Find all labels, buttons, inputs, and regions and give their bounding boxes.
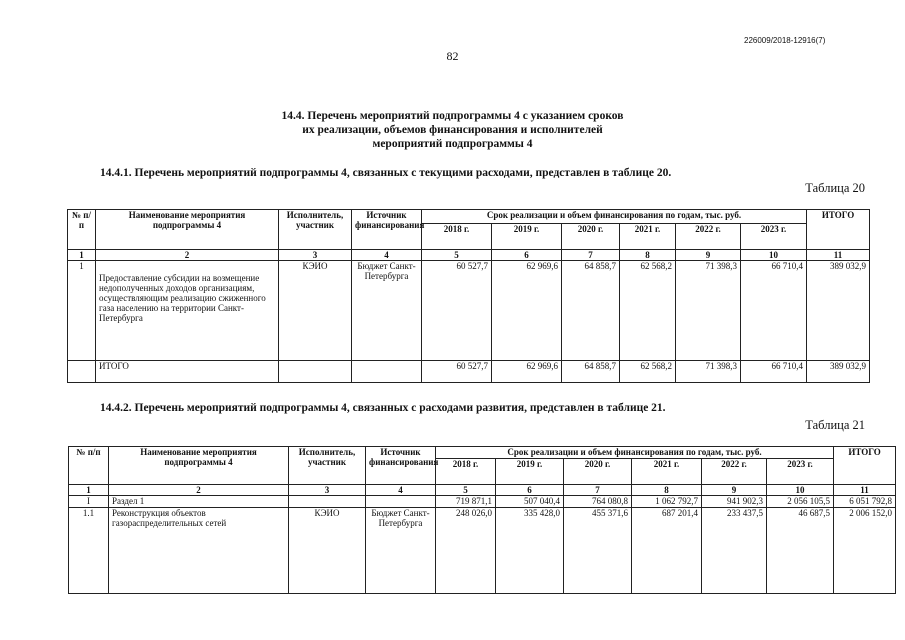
table-20 — [67, 209, 870, 383]
column-number: 2 — [109, 485, 289, 496]
column-number: 8 — [632, 485, 702, 496]
column-number: 5 — [436, 485, 496, 496]
total-row — [68, 361, 870, 383]
header-executor: Исполнитель, участник — [279, 210, 352, 250]
row-value: 941 902,3 — [702, 496, 767, 508]
column-number: 3 — [279, 250, 352, 261]
header-period: Срок реализации и объем финансирования по годам, тыс. руб. — [436, 447, 834, 459]
row-name: Реконструкция объектов газораспределительных сетей — [109, 508, 289, 594]
column-number: 1 — [69, 485, 109, 496]
row-value: 455 371,6 — [564, 508, 632, 594]
row-name: Предоставление субсидии на возмещение недополученных доходов организациям, осуществляющим реализацию сжиженного газа населению на территории Санкт-Петербурга — [96, 261, 279, 361]
total-grand: 389 032,9 — [807, 361, 870, 383]
row-executor: КЭИО — [279, 261, 352, 361]
row-value: 66 710,4 — [741, 261, 807, 361]
column-number: 8 — [620, 250, 676, 261]
header-executor: Исполнитель, участник — [289, 447, 366, 485]
header-year: 2019 г. — [492, 224, 562, 250]
table-row — [69, 496, 896, 508]
header-name: Наименование мероприятия подпрограммы 4 — [109, 447, 289, 485]
row-executor: КЭИО — [289, 508, 366, 594]
row-value: 71 398,3 — [676, 261, 741, 361]
row-value: 60 527,7 — [422, 261, 492, 361]
row-value: 248 026,0 — [436, 508, 496, 594]
column-number: 6 — [496, 485, 564, 496]
column-number: 10 — [741, 250, 807, 261]
column-number: 5 — [422, 250, 492, 261]
total-value: 60 527,7 — [422, 361, 492, 383]
row-total: 389 032,9 — [807, 261, 870, 361]
header-year: 2022 г. — [702, 459, 767, 485]
column-number: 10 — [767, 485, 834, 496]
header-total: ИТОГО — [834, 447, 896, 485]
subsection-2-title: 14.4.2. Перечень мероприятий подпрограммы 4, связанных с расходами развития, представлен в таблице 21. — [100, 402, 666, 414]
row-value: 687 201,4 — [632, 508, 702, 594]
column-number: 4 — [352, 250, 422, 261]
column-number: 1 — [68, 250, 96, 261]
column-number: 11 — [807, 250, 870, 261]
row-source: Бюджет Санкт-Петербурга — [352, 261, 422, 361]
total-value: 62 568,2 — [620, 361, 676, 383]
column-number: 4 — [366, 485, 436, 496]
table-20-label: Таблица 20 — [805, 181, 865, 195]
header-year: 2020 г. — [564, 459, 632, 485]
header-total: ИТОГО — [807, 210, 870, 250]
row-value: 1 062 792,7 — [632, 496, 702, 508]
row-total: 2 006 152,0 — [834, 508, 896, 594]
row-value: 46 687,5 — [767, 508, 834, 594]
document-number: 226009/2018-12916(7) — [744, 36, 826, 45]
column-number: 2 — [96, 250, 279, 261]
header-year: 2023 г. — [767, 459, 834, 485]
table-row — [68, 261, 870, 361]
row-value: 335 428,0 — [496, 508, 564, 594]
column-number: 7 — [564, 485, 632, 496]
header-source: Источник финансирования — [366, 447, 436, 485]
row-num: 1 — [68, 261, 96, 361]
column-number: 11 — [834, 485, 896, 496]
column-number: 7 — [562, 250, 620, 261]
total-row-label: ИТОГО — [96, 361, 279, 383]
subsection-1-title: 14.4.1. Перечень мероприятий подпрограммы 4, связанных с текущими расходами, представлен в таблице 20. — [100, 167, 672, 179]
total-value: 66 710,4 — [741, 361, 807, 383]
header-year: 2023 г. — [741, 224, 807, 250]
header-year: 2019 г. — [496, 459, 564, 485]
row-total: 6 051 792,8 — [834, 496, 896, 508]
row-num: I — [69, 496, 109, 508]
table-21-label: Таблица 21 — [805, 418, 865, 432]
header-year: 2020 г. — [562, 224, 620, 250]
row-value: 764 080,8 — [564, 496, 632, 508]
row-value: 233 437,5 — [702, 508, 767, 594]
header-num: № п/п — [69, 447, 109, 485]
row-value: 719 871,1 — [436, 496, 496, 508]
column-number: 3 — [289, 485, 366, 496]
column-number: 9 — [676, 250, 741, 261]
total-value: 71 398,3 — [676, 361, 741, 383]
column-number: 9 — [702, 485, 767, 496]
heading-line-1: 14.4. Перечень мероприятий подпрограммы 4 с указанием сроков — [281, 110, 624, 122]
header-year: 2018 г. — [422, 224, 492, 250]
header-year: 2021 г. — [620, 224, 676, 250]
row-name: Раздел 1 — [109, 496, 289, 508]
header-num: № п/п — [68, 210, 96, 250]
row-value: 64 858,7 — [562, 261, 620, 361]
page-number: 82 — [446, 49, 459, 63]
header-year: 2022 г. — [676, 224, 741, 250]
header-year: 2018 г. — [436, 459, 496, 485]
table-21 — [68, 446, 896, 594]
row-value: 2 056 105,5 — [767, 496, 834, 508]
row-value: 62 969,6 — [492, 261, 562, 361]
heading-line-3: мероприятий подпрограммы 4 — [372, 138, 533, 150]
heading-line-2: их реализации, объемов финансирования и исполнителей — [302, 124, 603, 136]
total-value: 62 969,6 — [492, 361, 562, 383]
row-value: 62 568,2 — [620, 261, 676, 361]
row-source: Бюджет Санкт-Петербурга — [366, 508, 436, 594]
header-year: 2021 г. — [632, 459, 702, 485]
row-value: 507 040,4 — [496, 496, 564, 508]
header-name: Наименование мероприятия подпрограммы 4 — [96, 210, 279, 250]
total-value: 64 858,7 — [562, 361, 620, 383]
header-source: Источник финансирования — [352, 210, 422, 250]
row-num: 1.1 — [69, 508, 109, 594]
header-period: Срок реализации и объем финансирования по годам, тыс. руб. — [422, 210, 807, 224]
section-heading — [0, 109, 905, 151]
column-number: 6 — [492, 250, 562, 261]
table-row — [69, 508, 896, 594]
